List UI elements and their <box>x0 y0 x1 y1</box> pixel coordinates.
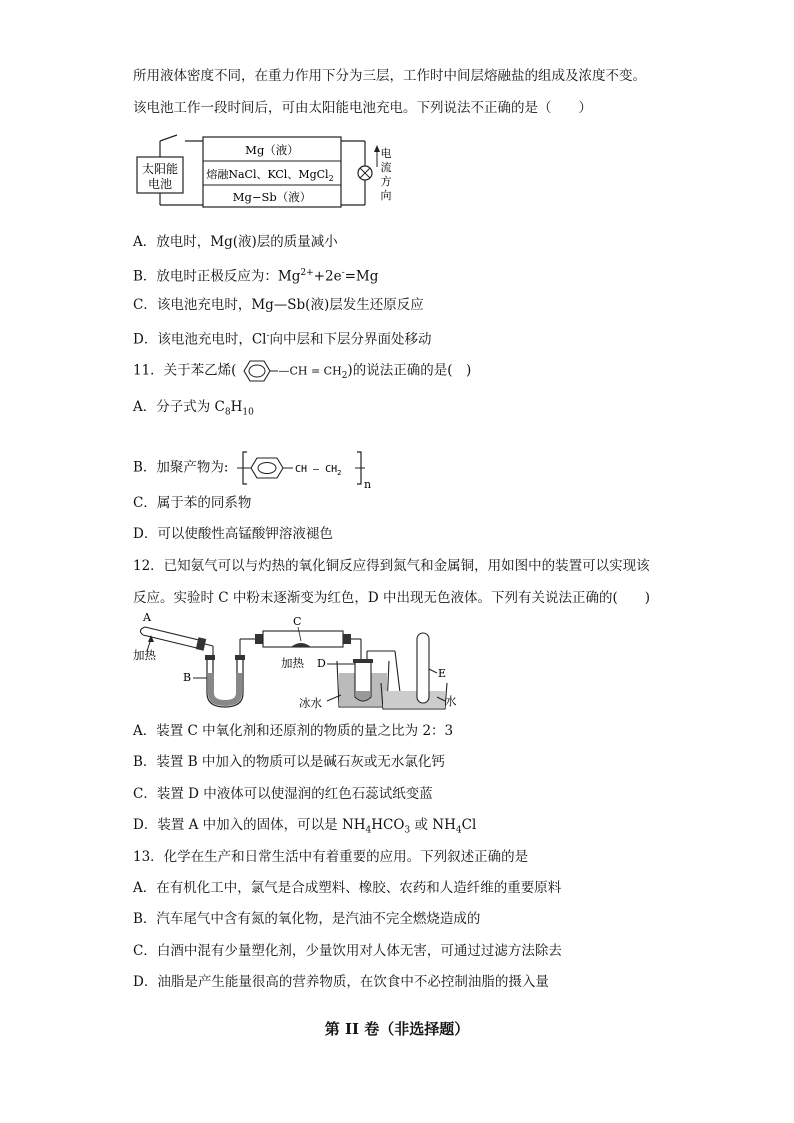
q13-option-d: D．油脂是产生能量很高的营养物质，在饮食中不必控制油脂的摄入量 <box>133 974 549 990</box>
label-heat-a: 加热 <box>133 648 156 662</box>
intro-line-2: 该电池工作一段时间后，可由太阳能电池充电。下列说法不正确的是（ ） <box>133 100 592 116</box>
label-d: D <box>317 657 326 670</box>
q13-option-c: C．白酒中混有少量塑化剂，少量饮用对人体无害，可通过过滤方法除去 <box>133 943 562 959</box>
benzene-ring-icon <box>251 458 283 478</box>
u-tube-b <box>205 655 245 707</box>
polymer-n: n <box>363 478 371 490</box>
q10-option-a: A．放电时，Mg(液)层的质量减小 <box>133 234 338 250</box>
label-a: A <box>143 611 151 624</box>
q12-option-b: B．装置 B 中加入的物质可以是碱石灰或无水氯化钙 <box>133 754 445 770</box>
apparatus-diagram <box>133 611 463 711</box>
benzene-ring-icon <box>236 359 278 383</box>
q12-option-c: C．装置 D 中液体可以使湿润的红色石蕊试纸变蓝 <box>133 786 433 802</box>
current-char-1: 电 <box>380 147 392 160</box>
switch-icon <box>160 135 177 141</box>
label-b: B <box>183 671 192 684</box>
q11-option-a: A．分子式为 $C_8H_{10}$ <box>133 399 254 418</box>
q12-option-a: A．装置 C 中氧化剂和还原剂的物质的量之比为 2：3 <box>133 723 454 739</box>
polymer-group: CH — $CH_2$ <box>294 464 342 477</box>
battery-diagram <box>133 133 393 213</box>
q13-option-b: B．汽车尾气中含有氮的氧化物，是汽油不完全燃烧造成的 <box>133 911 481 927</box>
q10-option-c: C．该电池充电时，Mg—Sb(液)层发生还原反应 <box>133 297 424 313</box>
label-heat-c: 加热 <box>281 656 304 670</box>
current-char-3: 方 <box>380 175 392 188</box>
current-char-4: 向 <box>380 189 392 202</box>
label-ice-water: 冰水 <box>299 696 322 710</box>
solar-label-2: 电池 <box>147 177 173 191</box>
q10-option-d: D．该电池充电时，Cl-向中层和下层分界面处移动 <box>133 331 432 348</box>
q11-option-c: C．属于苯的同系物 <box>133 495 252 511</box>
label-c: C <box>293 615 302 628</box>
q11-option-d: D．可以使酸性高锰酸钾溶液褪色 <box>133 526 333 542</box>
q10-option-b: B．放电时正极反应为：$Mg^{2+}+2e^-=Mg$ <box>133 268 379 285</box>
intro-line-1: 所用液体密度不同，在重力作用下分为三层，工作时中间层熔融盐的组成及浓度不变。 <box>133 68 646 84</box>
current-char-2: 流 <box>380 161 392 174</box>
q12-stem-line-1: 12．已知氨气可以与灼热的氧化铜反应得到氮气和金属铜，用如图中的装置可以实现该 <box>133 558 650 574</box>
q12-stem-line-2: 反应。实验时 C 中粉末逐渐变为红色，D 中出现无色液体。下列有关说法正确的( ) <box>133 590 651 606</box>
q13-stem: 13．化学在生产和日常生活中有着重要的应用。下列叙述正确的是 <box>133 849 529 865</box>
polystyrene-structure <box>233 446 373 490</box>
tube-c <box>255 631 351 647</box>
label-water: 水 <box>445 694 457 708</box>
q12-option-d: D．装置 A 中加入的固体，可以是 $NH_4HCO_3$ 或 $NH_4Cl$ <box>133 817 477 836</box>
solar-label-1: 太阳能 <box>141 162 179 176</box>
q13-option-a: A．在有机化工中，氯气是合成塑料、橡胶、农药和人造纤维的重要原料 <box>133 880 562 896</box>
q11-stem: 11．关于苯乙烯( —CH = $CH_2$)的说法正确的是( ) <box>133 359 471 385</box>
layer-top: Mg（液） <box>245 143 299 157</box>
label-e: E <box>438 667 447 680</box>
layer-middle: 熔融NaCl、KCl、MgCl$_2$ <box>206 168 334 183</box>
section-title: 第 II 卷（非选择题） <box>324 1020 470 1038</box>
layer-bottom: Mg−Sb（液） <box>232 190 312 204</box>
q11-option-b: B．加聚产物为: CH — $CH_2$ n <box>133 446 373 490</box>
